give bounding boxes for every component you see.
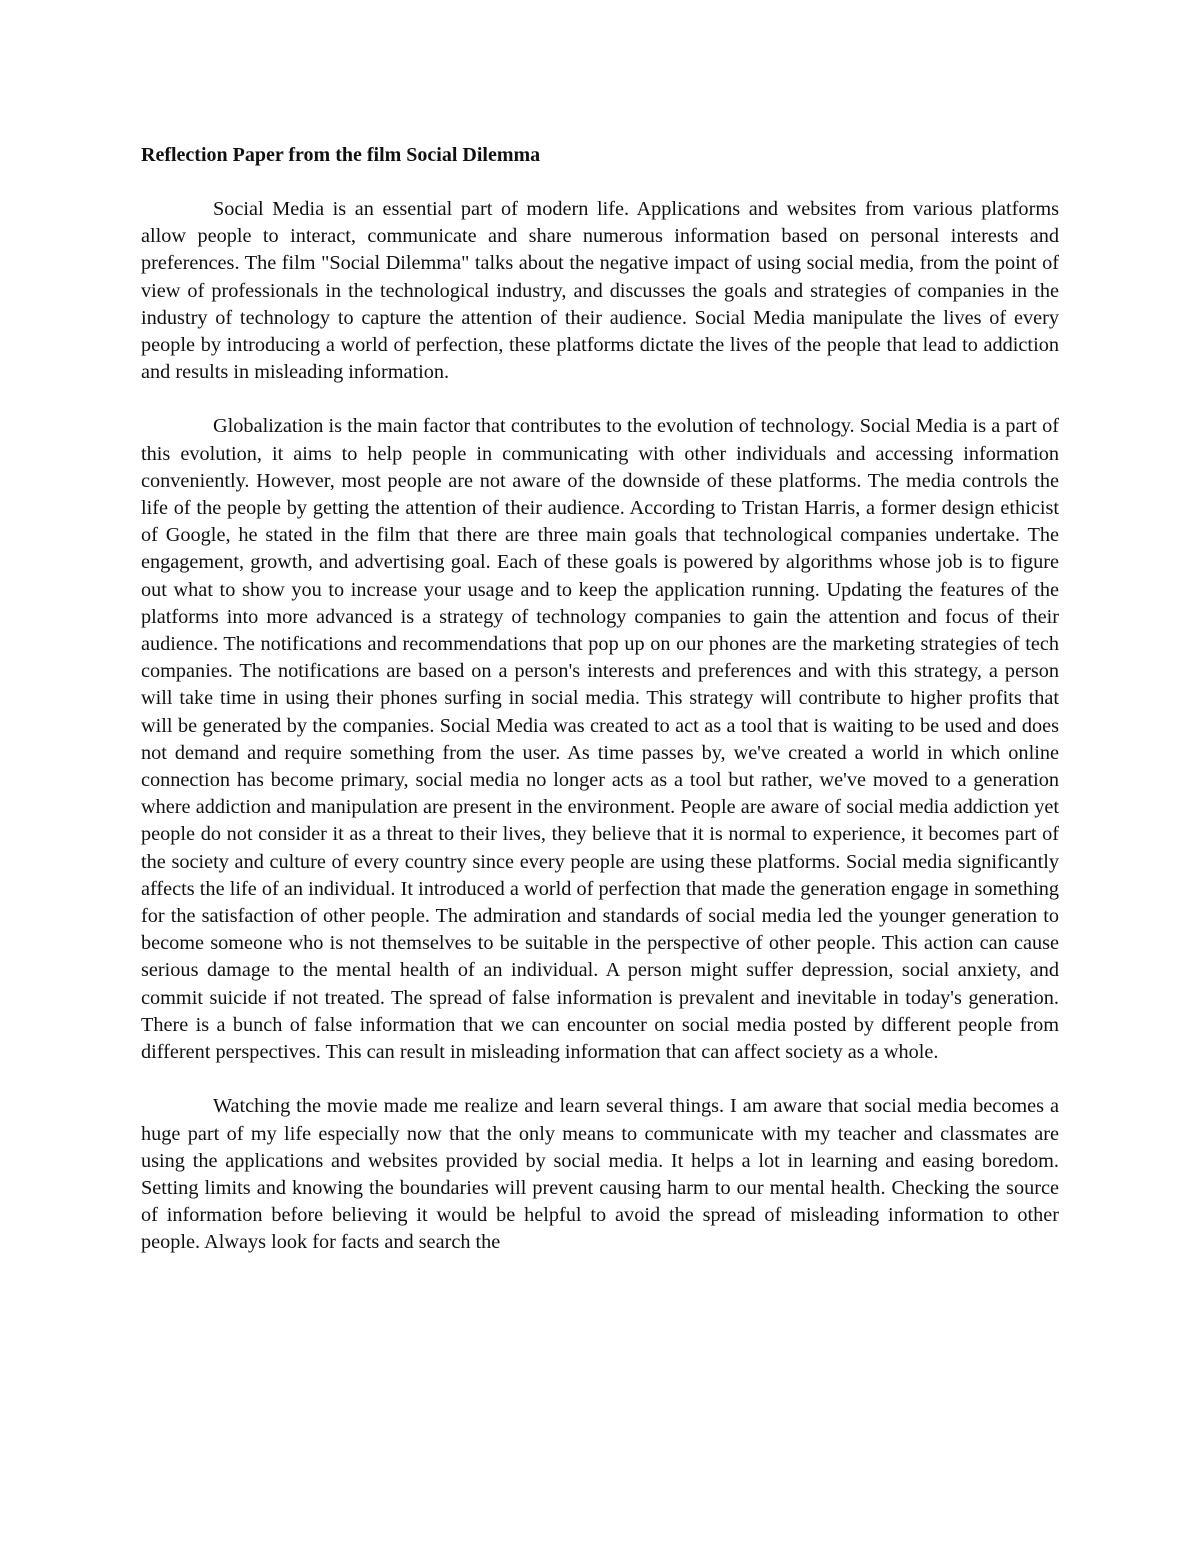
paragraph-reflection: Watching the movie made me realize and learn several things. I am aware that social media becomes a huge part of my life especially now that the only means to communicate with my teacher and classmates are using the applications and websites provided by social media. It helps a lot in learning and easing boredom. Setting limits and knowing the boundaries will prevent causing harm to our mental health. Checking the source of information before believing it would be helpful to avoid the spread of misleading information to other people. Always look for facts and search the [141,1095,1059,1254]
paragraph-body: Globalization is the main factor that contributes to the evolution of technology. Social Media is a part of this evolution, it aims to help people in communicating with other individuals and accessing information conveniently. However, most people are not aware of the downside of these platforms. The media controls the life of the people by getting the attention of their audience. According to Tristan Harris, a former design ethicist of Google, he stated in the film that there are three main goals that technological companies undertake. The engagement, growth, and advertising goal. Each of these goals is powered by algorithms whose job is to figure out what to show you to increase your usage and to keep the application running. Updating the features of the platforms into more advanced is a strategy of technology companies to gain the attention and focus of their audience. The notifications and recommendations that pop up on our phones are the marketing strategies of tech companies. The notifications are based on a person's interests and preferences and with this strategy, a person will take time in using their phones surfing in social media. This strategy will contribute to higher profits that will be generated by the companies. Social Media was created to act as a tool that is waiting to be used and does not demand and require something from the user. As time passes by, we've created a world in which online connection has become primary, social media no longer acts as a tool but rather, we've moved to a generation where addiction and manipulation are present in the environment. People are aware of social media addiction yet people do not consider it as a threat to their lives, they believe that it is normal to experience, it becomes part of the society and culture of every country since every people are using these platforms. Social media significantly affects the life of an individual. It introduced a world of perfection that made the generation engage in something for the satisfaction of other people. The admiration and standards of social media led the younger generation to become someone who is not themselves to be suitable in the perspective of other people. This action can cause serious damage to the mental health of an individual. A person might suffer depression, social anxiety, and commit suicide if not treated. The spread of false information is prevalent and inevitable in today's generation. There is a bunch of false information that we can encounter on social media posted by different people from different perspectives. This can result in misleading information that can affect society as a whole. [141,415,1059,1064]
paragraph-introduction: Social Media is an essential part of modern life. Applications and websites from various platforms allow people to interact, communicate and share numerous information based on personal interests and preferences. The film "Social Dilemma" talks about the negative impact of using social media, from the point of view of professionals in the technological industry, and discusses the goals and strategies of companies in the industry of technology to capture the attention of their audience. Social Media manipulate the lives of every people by introducing a world of perfection, these platforms dictate the lives of the people that lead to addiction and results in misleading information. [141,198,1059,384]
document-body [141,142,1059,1257]
document-title: Reflection Paper from the film Social Dilemma [141,144,541,166]
